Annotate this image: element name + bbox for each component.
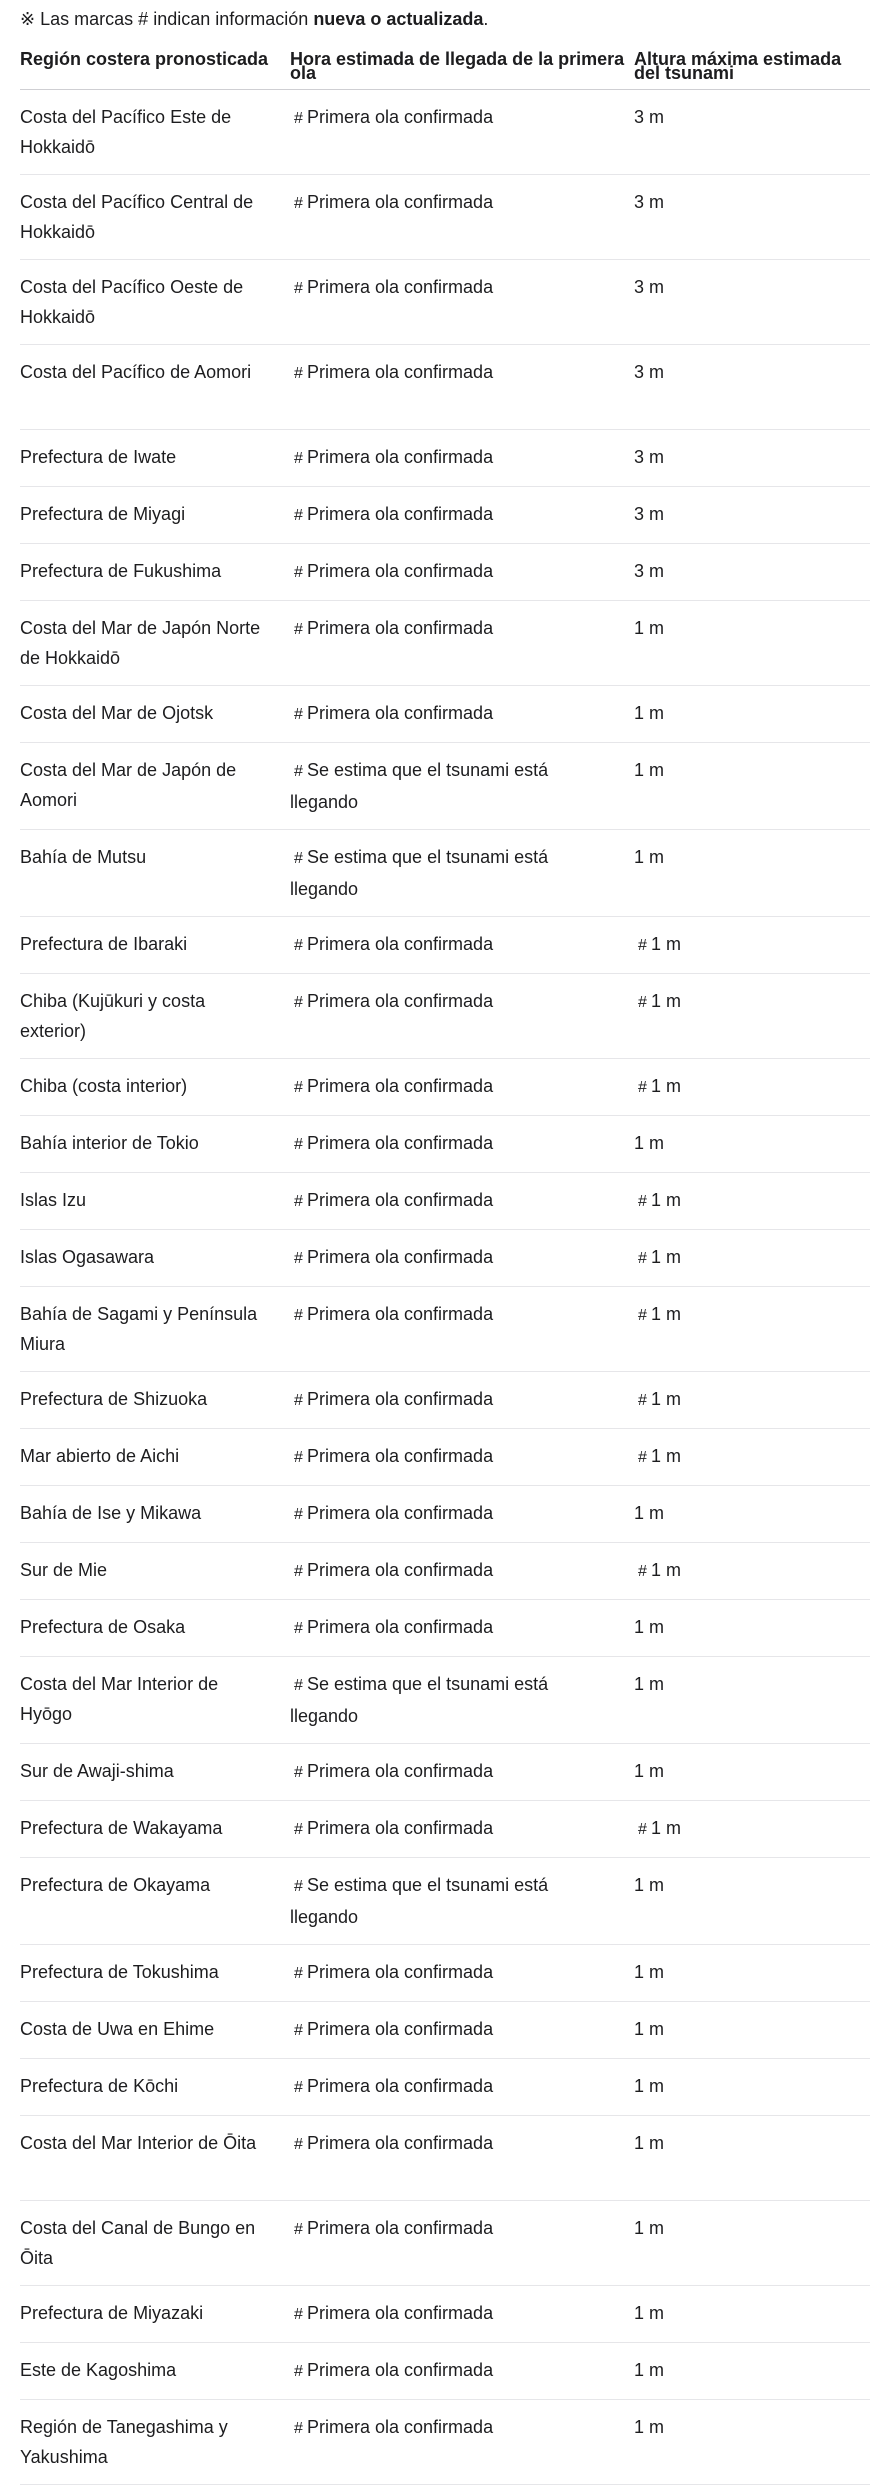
table-row — [20, 345, 870, 430]
cell-region: Costa del Pacífico Central de Hokkaidō — [20, 175, 290, 260]
table-row — [20, 429, 870, 486]
update-mark: # — [294, 993, 303, 1011]
arrival-text: Primera ola confirmada — [307, 446, 494, 467]
cell-region: Sur de Awaji-shima — [20, 1743, 290, 1800]
height-text: 1 m — [634, 1502, 665, 1523]
cell-arrival — [290, 1857, 634, 1944]
height-text: 1 m — [634, 1616, 665, 1637]
cell-region: Costa del Mar de Ojotsk — [20, 685, 290, 742]
height-text: 1 m — [634, 1132, 665, 1153]
cell-height — [634, 2399, 870, 2484]
update-mark: # — [294, 705, 303, 723]
cell-region: Prefectura de Fukushima — [20, 543, 290, 600]
table-row — [20, 2285, 870, 2342]
cell-height — [634, 175, 870, 260]
arrival-text: Se estima que el tsunami está llegando — [290, 846, 549, 899]
height-text: 1 m — [634, 2416, 665, 2437]
cell-height — [634, 1800, 870, 1857]
note-text-middle: indican información — [153, 9, 309, 29]
cell-region: Costa del Pacífico Oeste de Hokkaidō — [20, 260, 290, 345]
cell-arrival — [290, 543, 634, 600]
update-mark: # — [638, 936, 647, 954]
table-row — [20, 1172, 870, 1229]
cell-region: Bahía de Ise y Mikawa — [20, 1485, 290, 1542]
update-mark: # — [294, 2419, 303, 2437]
cell-region: Prefectura de Okayama — [20, 1857, 290, 1944]
cell-height — [634, 685, 870, 742]
cell-arrival — [290, 1428, 634, 1485]
cell-region: Prefectura de Kōchi — [20, 2058, 290, 2115]
cell-arrival — [290, 175, 634, 260]
cell-arrival — [290, 1058, 634, 1115]
arrival-text: Primera ola confirmada — [307, 2018, 494, 2039]
arrival-text: Primera ola confirmada — [307, 2416, 494, 2437]
update-mark: # — [294, 1877, 303, 1895]
cell-arrival — [290, 486, 634, 543]
update-mark: # — [294, 849, 303, 867]
cell-height — [634, 90, 870, 175]
cell-region: Sur de Mie — [20, 1542, 290, 1599]
cell-region: Costa del Canal de Bungo en Ōita — [20, 2200, 290, 2285]
table-row — [20, 2001, 870, 2058]
arrival-text: Primera ola confirmada — [307, 1189, 494, 1210]
cell-region: Costa del Mar Interior de Ōita — [20, 2115, 290, 2200]
cell-region: Prefectura de Tokushima — [20, 1944, 290, 2001]
arrival-text: Primera ola confirmada — [307, 1303, 494, 1324]
update-mark: # — [294, 110, 303, 127]
cell-height — [634, 2200, 870, 2285]
table-row — [20, 1485, 870, 1542]
cell-arrival — [290, 2200, 634, 2285]
cell-region: Costa del Mar Interior de Hyōgo — [20, 1656, 290, 1743]
cell-region: Costa del Pacífico Este de Hokkaidō — [20, 90, 290, 175]
height-text: 1 m — [634, 759, 665, 780]
cell-region: Prefectura de Iwate — [20, 429, 290, 486]
height-text: 3 m — [634, 503, 665, 524]
height-text: 1 m — [634, 617, 665, 638]
cell-height — [634, 345, 870, 430]
update-mark: # — [294, 280, 303, 297]
cell-arrival — [290, 2115, 634, 2200]
height-text: 1 m — [634, 1961, 665, 1982]
update-mark: # — [638, 1562, 647, 1580]
cell-height — [634, 600, 870, 685]
table-row — [20, 1115, 870, 1172]
cell-region: Costa del Mar de Japón Norte de Hokkaidō — [20, 600, 290, 685]
note-text-end: . — [483, 9, 489, 29]
arrival-text: Primera ola confirmada — [307, 560, 494, 581]
cell-arrival — [290, 829, 634, 916]
cell-height — [634, 2342, 870, 2399]
cell-arrival — [290, 429, 634, 486]
cell-height — [634, 2001, 870, 2058]
header-row — [20, 40, 870, 90]
cell-arrival — [290, 1115, 634, 1172]
cell-arrival — [290, 1485, 634, 1542]
cell-arrival — [290, 1800, 634, 1857]
cell-arrival — [290, 1944, 634, 2001]
cell-height — [634, 829, 870, 916]
table-row — [20, 1800, 870, 1857]
cell-height — [634, 973, 870, 1058]
arrival-text: Se estima que el tsunami está llegando — [290, 1673, 549, 1726]
cell-arrival — [290, 1172, 634, 1229]
update-mark: # — [294, 936, 303, 954]
update-mark: # — [294, 2305, 303, 2323]
update-mark: # — [294, 2078, 303, 2096]
cell-region: Costa del Mar de Japón de Aomori — [20, 742, 290, 829]
height-text: 1 m — [634, 1874, 665, 1895]
table-row — [20, 973, 870, 1058]
tsunami-forecast-table — [20, 40, 870, 2485]
cell-region: Chiba (Kujūkuri y costa exterior) — [20, 973, 290, 1058]
table-row — [20, 685, 870, 742]
update-mark: # — [294, 2362, 303, 2380]
height-text: 1 m — [651, 1303, 682, 1324]
update-mark: # — [638, 1249, 647, 1267]
update-mark: # — [294, 1078, 303, 1096]
arrival-text: Primera ola confirmada — [307, 933, 494, 954]
cell-arrival — [290, 260, 634, 345]
table-row — [20, 829, 870, 916]
arrival-text: Primera ola confirmada — [307, 1760, 494, 1781]
cell-arrival — [290, 345, 634, 430]
cell-arrival — [290, 916, 634, 973]
arrival-text: Primera ola confirmada — [307, 2359, 494, 2380]
cell-region: Islas Izu — [20, 1172, 290, 1229]
update-mark: # — [294, 2135, 303, 2153]
table-row — [20, 2115, 870, 2200]
note-text-bold: nueva o actualizada — [313, 9, 484, 29]
arrival-text: Primera ola confirmada — [307, 617, 494, 638]
update-mark: # — [294, 1505, 303, 1523]
arrival-text: Primera ola confirmada — [307, 1559, 494, 1580]
height-text: 1 m — [634, 2075, 665, 2096]
arrival-text: Primera ola confirmada — [307, 1132, 494, 1153]
cell-arrival — [290, 90, 634, 175]
update-mark: # — [638, 1192, 647, 1210]
arrival-text: Primera ola confirmada — [307, 1961, 494, 1982]
update-mark: # — [638, 1391, 647, 1409]
table-row — [20, 1058, 870, 1115]
cell-arrival — [290, 2001, 634, 2058]
height-text: 1 m — [651, 1445, 682, 1466]
table-row — [20, 1542, 870, 1599]
table-row — [20, 600, 870, 685]
cell-arrival — [290, 600, 634, 685]
height-text: 3 m — [634, 107, 665, 127]
cell-height — [634, 1944, 870, 2001]
cell-height — [634, 1371, 870, 1428]
cell-height — [634, 260, 870, 345]
arrival-text: Primera ola confirmada — [307, 2302, 494, 2323]
arrival-text: Se estima que el tsunami está llegando — [290, 759, 549, 812]
arrival-text: Primera ola confirmada — [307, 990, 494, 1011]
cell-arrival — [290, 1599, 634, 1656]
table-row — [20, 1229, 870, 1286]
cell-region: Prefectura de Ibaraki — [20, 916, 290, 973]
table-row — [20, 1371, 870, 1428]
cell-region: Costa del Pacífico de Aomori — [20, 345, 290, 430]
arrival-text: Primera ola confirmada — [307, 107, 494, 127]
update-mark: # — [294, 2021, 303, 2039]
height-text: 1 m — [651, 1559, 682, 1580]
table-row — [20, 260, 870, 345]
table-row — [20, 2200, 870, 2285]
cell-height — [634, 1485, 870, 1542]
table-body — [20, 90, 870, 2485]
cell-height — [634, 543, 870, 600]
arrival-text: Primera ola confirmada — [307, 1502, 494, 1523]
height-text: 1 m — [634, 2359, 665, 2380]
table-row — [20, 1743, 870, 1800]
cell-height — [634, 1542, 870, 1599]
cell-arrival — [290, 1371, 634, 1428]
height-text: 3 m — [634, 446, 665, 467]
cell-arrival — [290, 2342, 634, 2399]
cell-region: Prefectura de Miyazaki — [20, 2285, 290, 2342]
arrival-text: Primera ola confirmada — [307, 362, 494, 382]
arrival-text: Primera ola confirmada — [307, 1817, 494, 1838]
height-text: 1 m — [634, 2302, 665, 2323]
cell-height — [634, 2058, 870, 2115]
cell-arrival — [290, 1286, 634, 1371]
cell-height — [634, 1743, 870, 1800]
table-row — [20, 2058, 870, 2115]
arrival-text: Primera ola confirmada — [307, 1246, 494, 1267]
column-header-height: Altura máxima estimada del tsunami — [634, 40, 870, 90]
cell-region: Prefectura de Shizuoka — [20, 1371, 290, 1428]
cell-height — [634, 486, 870, 543]
cell-height — [634, 1599, 870, 1656]
height-text: 3 m — [634, 560, 665, 581]
column-header-region: Región costera pronosticada — [20, 40, 290, 90]
update-mark: # — [294, 365, 303, 382]
arrival-text: Primera ola confirmada — [307, 2217, 494, 2238]
cell-height — [634, 1172, 870, 1229]
cell-height — [634, 1656, 870, 1743]
cell-arrival — [290, 1229, 634, 1286]
cell-region: Costa de Uwa en Ehime — [20, 2001, 290, 2058]
cell-region: Prefectura de Osaka — [20, 1599, 290, 1656]
cell-region: Región de Tanegashima y Yakushima — [20, 2399, 290, 2484]
height-text: 3 m — [634, 192, 665, 212]
arrival-text: Primera ola confirmada — [307, 702, 494, 723]
cell-height — [634, 916, 870, 973]
height-text: 3 m — [634, 362, 665, 382]
cell-arrival — [290, 1656, 634, 1743]
cell-arrival — [290, 1743, 634, 1800]
arrival-text: Primera ola confirmada — [307, 2075, 494, 2096]
cell-height — [634, 1115, 870, 1172]
height-text: 1 m — [651, 933, 682, 954]
cell-region: Islas Ogasawara — [20, 1229, 290, 1286]
table-row — [20, 2399, 870, 2484]
table-row — [20, 175, 870, 260]
cell-region: Bahía de Sagami y Península Miura — [20, 1286, 290, 1371]
cell-arrival — [290, 2285, 634, 2342]
update-mark: # — [294, 1562, 303, 1580]
cell-arrival — [290, 973, 634, 1058]
update-mark: # — [294, 449, 303, 467]
height-text: 1 m — [634, 2018, 665, 2039]
arrival-text: Primera ola confirmada — [307, 1075, 494, 1096]
height-text: 1 m — [634, 846, 665, 867]
legend-note — [20, 0, 870, 40]
cell-region: Bahía interior de Tokio — [20, 1115, 290, 1172]
cell-height — [634, 2115, 870, 2200]
arrival-text: Primera ola confirmada — [307, 1445, 494, 1466]
cell-region: Chiba (costa interior) — [20, 1058, 290, 1115]
update-mark: # — [294, 506, 303, 524]
cell-arrival — [290, 2399, 634, 2484]
note-text-before: Las marcas — [40, 9, 134, 29]
arrival-text: Primera ola confirmada — [307, 277, 494, 297]
table-row — [20, 1857, 870, 1944]
table-row — [20, 1599, 870, 1656]
table-row — [20, 742, 870, 829]
note-mark: # — [138, 9, 149, 29]
update-mark: # — [294, 1249, 303, 1267]
height-text: 1 m — [634, 2132, 665, 2153]
cell-height — [634, 1857, 870, 1944]
update-mark: # — [294, 1391, 303, 1409]
cell-arrival — [290, 685, 634, 742]
update-mark: # — [294, 762, 303, 780]
cell-region: Prefectura de Wakayama — [20, 1800, 290, 1857]
height-text: 1 m — [651, 1817, 682, 1838]
table-row — [20, 916, 870, 973]
height-text: 3 m — [634, 277, 665, 297]
height-text: 1 m — [651, 1246, 682, 1267]
cell-region: Bahía de Mutsu — [20, 829, 290, 916]
update-mark: # — [638, 993, 647, 1011]
table-row — [20, 1428, 870, 1485]
arrival-text: Primera ola confirmada — [307, 503, 494, 524]
cell-height — [634, 742, 870, 829]
cell-height — [634, 1058, 870, 1115]
arrival-text: Se estima que el tsunami está llegando — [290, 1874, 549, 1927]
update-mark: # — [294, 1964, 303, 1982]
cell-region: Mar abierto de Aichi — [20, 1428, 290, 1485]
update-mark: # — [294, 1676, 303, 1694]
cell-region: Prefectura de Miyagi — [20, 486, 290, 543]
arrival-text: Primera ola confirmada — [307, 1388, 494, 1409]
cell-arrival — [290, 1542, 634, 1599]
cell-height — [634, 1428, 870, 1485]
update-mark: # — [294, 1135, 303, 1153]
cell-height — [634, 429, 870, 486]
cell-height — [634, 1229, 870, 1286]
height-text: 1 m — [651, 1388, 682, 1409]
update-mark: # — [638, 1078, 647, 1096]
height-text: 1 m — [651, 1189, 682, 1210]
arrival-text: Primera ola confirmada — [307, 1616, 494, 1637]
update-mark: # — [294, 1306, 303, 1324]
update-mark: # — [294, 1448, 303, 1466]
arrival-text: Primera ola confirmada — [307, 2132, 494, 2153]
height-text: 1 m — [634, 1760, 665, 1781]
update-mark: # — [294, 195, 303, 212]
table-row — [20, 543, 870, 600]
update-mark: # — [638, 1448, 647, 1466]
cell-arrival — [290, 2058, 634, 2115]
arrival-text: Primera ola confirmada — [307, 192, 494, 212]
cell-height — [634, 1286, 870, 1371]
update-mark: # — [294, 1763, 303, 1781]
table-row — [20, 1656, 870, 1743]
cell-height — [634, 2285, 870, 2342]
update-mark: # — [294, 2220, 303, 2238]
table-row — [20, 1944, 870, 2001]
update-mark: # — [638, 1306, 647, 1324]
update-mark: # — [294, 1820, 303, 1838]
note-symbol: ※ — [20, 9, 36, 29]
update-mark: # — [294, 1619, 303, 1637]
update-mark: # — [294, 563, 303, 581]
height-text: 1 m — [651, 1075, 682, 1096]
table-row — [20, 90, 870, 175]
update-mark: # — [294, 1192, 303, 1210]
table-row — [20, 2342, 870, 2399]
update-mark: # — [638, 1820, 647, 1838]
table-header — [20, 40, 870, 90]
height-text: 1 m — [634, 2217, 665, 2238]
height-text: 1 m — [634, 702, 665, 723]
update-mark: # — [294, 620, 303, 638]
column-header-arrival: Hora estimada de llegada de la primera ola — [290, 40, 634, 90]
height-text: 1 m — [634, 1673, 665, 1694]
table-row — [20, 486, 870, 543]
table-row — [20, 1286, 870, 1371]
height-text: 1 m — [651, 990, 682, 1011]
cell-region: Este de Kagoshima — [20, 2342, 290, 2399]
cell-arrival — [290, 742, 634, 829]
